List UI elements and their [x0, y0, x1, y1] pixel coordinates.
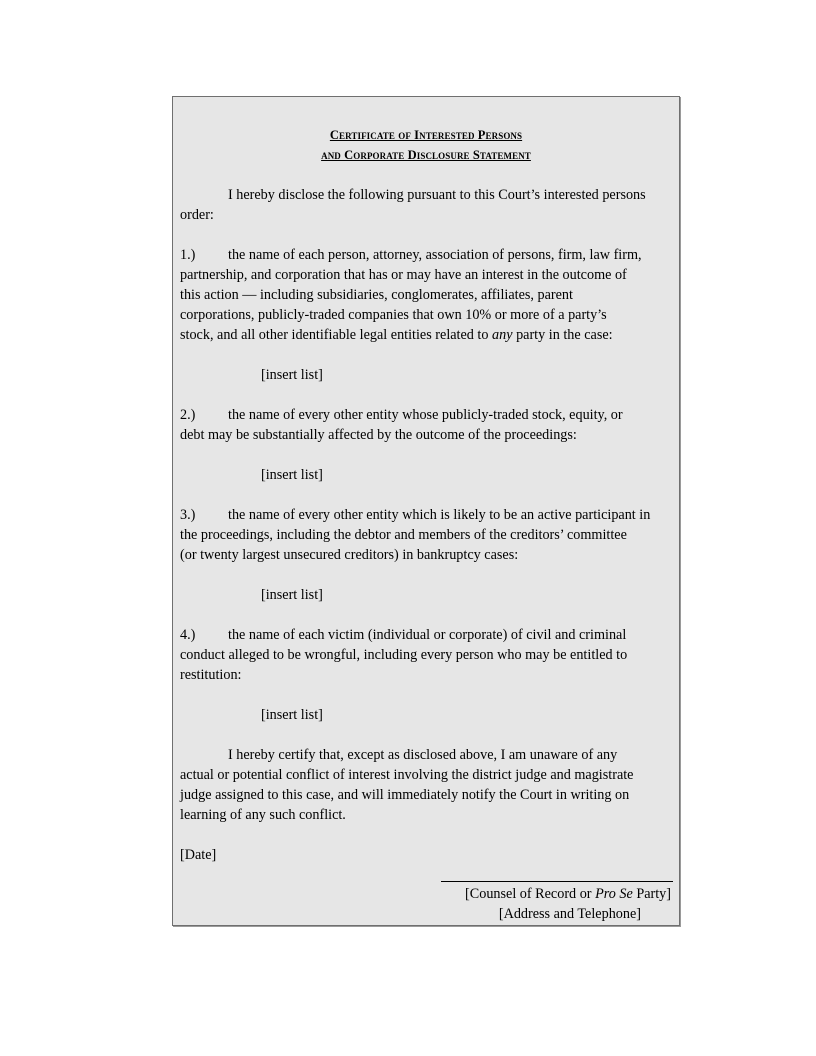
item-1-line-4: corporations, publicly-traded companies that own 10% or more of a party’s: [180, 307, 607, 323]
item-2-list-placeholder: [insert list]: [261, 467, 323, 483]
signature-line: [441, 881, 673, 882]
item-1-emphasis: any: [492, 327, 513, 343]
date-placeholder: [Date]: [180, 847, 217, 863]
signature-block-line-2: [Address and Telephone]: [498, 906, 641, 922]
item-4-line-2: conduct alleged to be wrongful, including every person who may be entitled to: [180, 647, 628, 663]
signature-suffix: Party]: [632, 886, 671, 902]
signature-block-line-1: [465, 886, 671, 903]
signature-pro-se: Pro Se: [595, 886, 633, 902]
item-1-line-1: the name of each person, attorney, association of persons, firm, law firm,: [228, 247, 642, 263]
certification-line-1: I hereby certify that, except as disclosed above, I am unaware of any: [228, 747, 618, 763]
item-2-line-2: debt may be substantially affected by the outcome of the proceedings:: [180, 427, 577, 443]
item-3-list-placeholder: [insert list]: [261, 587, 323, 603]
item-2-line-1: the name of every other entity whose publicly-traded stock, equity, or: [228, 407, 623, 423]
item-4-number: 4.): [180, 627, 196, 643]
item-1-list-placeholder: [insert list]: [261, 367, 323, 383]
item-4-line-3: restitution:: [180, 667, 242, 683]
item-1-line-5-end: party in the case:: [512, 327, 613, 343]
certification-line-4: learning of any such conflict.: [180, 807, 346, 823]
item-3-line-1: the name of every other entity which is likely to be an active participant in: [228, 507, 651, 523]
certification-line-2: actual or potential conflict of interest involving the district judge and magistrate: [180, 767, 634, 783]
disclosure-form: [172, 96, 680, 926]
form-title-line-2: and Corporate Disclosure Statement: [321, 148, 531, 162]
item-1-line-5: [180, 327, 613, 344]
certification-line-3: judge assigned to this case, and will immediately notify the Court in writing on: [180, 787, 630, 803]
item-1-line-3: this action — including subsidiaries, conglomerates, affiliates, parent: [180, 287, 573, 303]
item-4-list-placeholder: [insert list]: [261, 707, 323, 723]
form-title-line-1: Certificate of Interested Persons: [329, 128, 523, 142]
item-3-line-3: (or twenty largest unsecured creditors) in bankruptcy cases:: [180, 547, 519, 563]
intro-line-2: order:: [180, 207, 214, 223]
item-3-number: 3.): [180, 507, 196, 523]
item-2-number: 2.): [180, 407, 196, 423]
item-1-line-2: partnership, and corporation that has or may have an interest in the outcome of: [180, 267, 627, 283]
item-1-line-5-text: stock, and all other identifiable legal entities related to: [180, 327, 493, 343]
intro-line-1: I hereby disclose the following pursuant to this Court’s interested persons: [228, 187, 646, 203]
item-1-number: 1.): [180, 247, 196, 263]
signature-prefix: [Counsel of Record or: [465, 886, 596, 902]
item-4-line-1: the name of each victim (individual or corporate) of civil and criminal: [228, 627, 627, 643]
item-3-line-2: the proceedings, including the debtor and members of the creditors’ committee: [180, 527, 627, 543]
